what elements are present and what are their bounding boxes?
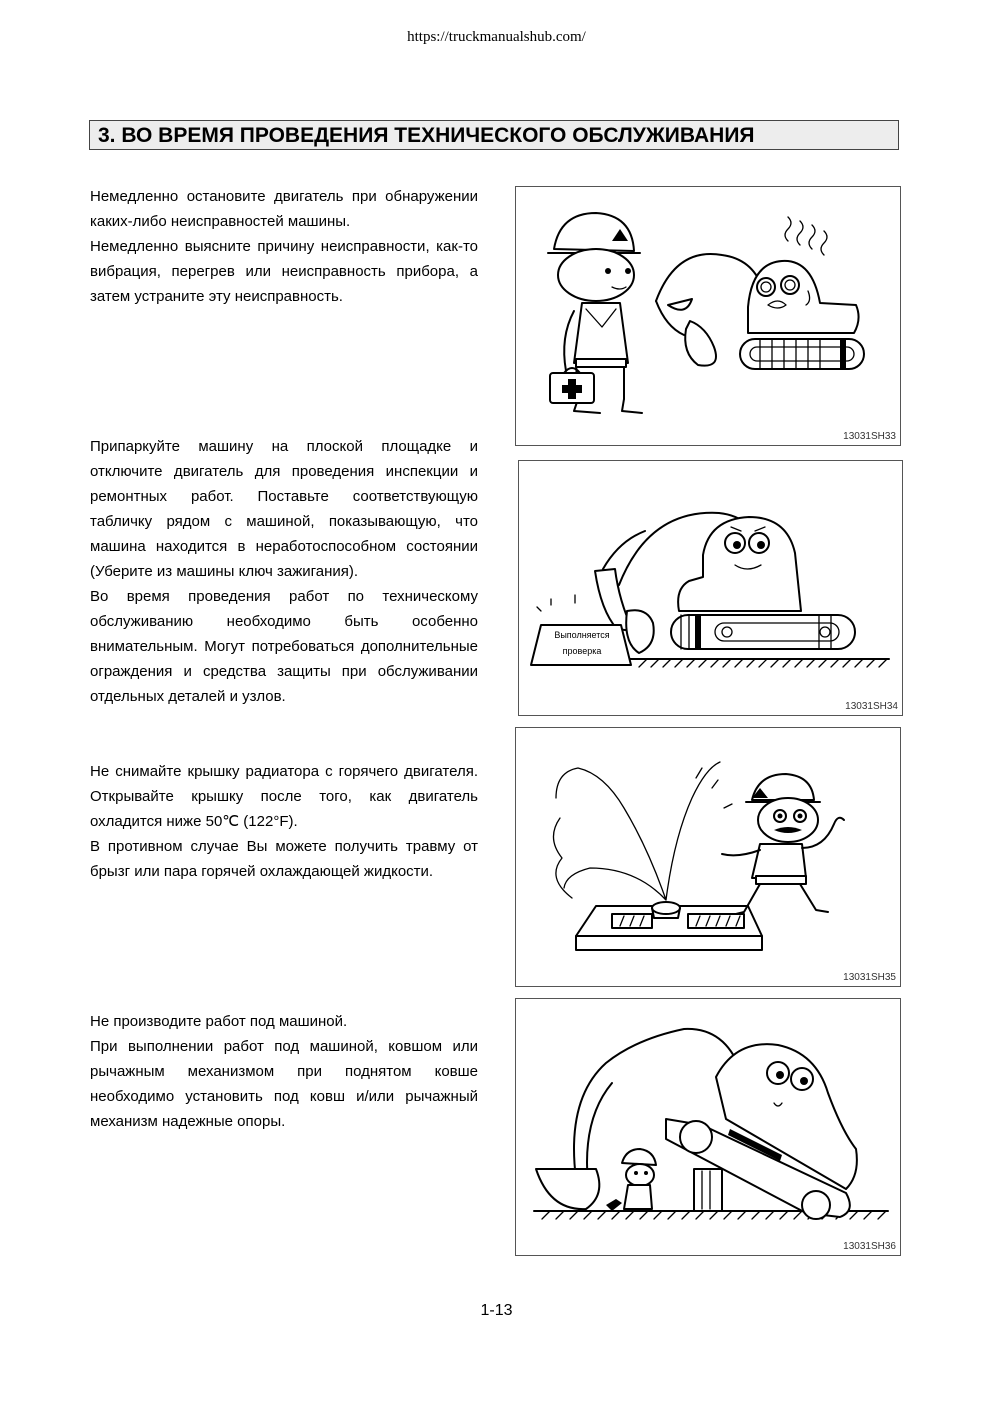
paragraph: Немедленно остановите двигатель при обнаружении каких-либо неисправностей машины. — [90, 188, 478, 230]
paragraph: Припаркуйте машину на плоской площадке и отключите двигатель для проведения инспекции и ремонтных работ. Поставьте соответствующую табличку рядом с машиной, показывающую, что машина находится в неработоспособном состоянии (Уберите из машины ключ зажигания). — [90, 438, 478, 580]
text-block-under-machine — [90, 1009, 478, 1134]
sign-line-1: Выполняется — [554, 630, 610, 640]
text-block-engine-stop — [90, 184, 478, 309]
figure-parked-machine-illustration — [518, 460, 903, 716]
sign-line-2: проверка — [562, 646, 602, 656]
page-number: 1-13 — [480, 1302, 513, 1319]
inspection-sign — [539, 627, 625, 659]
figure-radiator-steam-illustration — [515, 727, 901, 987]
paragraph: Не снимайте крышку радиатора с горячего двигателя. Открывайте крышку после того, как двигатель охладится ниже 50℃ (122°F). — [90, 763, 478, 830]
section-title: 3. ВО ВРЕМЯ ПРОВЕДЕНИЯ ТЕХНИЧЕСКОГО ОБСЛУЖИВАНИЯ — [89, 120, 899, 150]
figure-code: 13031SH34 — [845, 701, 898, 712]
figure-code: 13031SH35 — [843, 972, 896, 983]
worker-under-raised-excavator-illustration — [516, 999, 902, 1257]
figure-code: 13031SH36 — [843, 1241, 896, 1252]
figure-under-machine-illustration — [515, 998, 901, 1256]
worker-and-sick-excavator-illustration — [516, 187, 902, 447]
radiator-spray-illustration — [516, 728, 902, 988]
paragraph: В противном случае Вы можете получить травму от брызг или пара горячей охлаждающей жидкости. — [90, 838, 478, 880]
source-url[interactable]: https://truckmanualshub.com/ — [407, 29, 586, 45]
paragraph: Немедленно выясните причину неисправности, как-то вибрация, перегрев или неисправность прибора, а затем устраните эту неисправность. — [90, 238, 478, 305]
parked-excavator-with-sign-illustration — [519, 461, 904, 717]
figure-code: 13031SH33 — [843, 431, 896, 442]
paragraph: Во время проведения работ по техническому обслуживанию необходимо быть особенно внимательным. Могут потребоваться дополнительные ограждения и средства защиты при обслуживании отдельных деталей и узлов. — [90, 588, 478, 705]
figure-malfunction-illustration — [515, 186, 901, 446]
paragraph: Не производите работ под машиной. — [90, 1013, 348, 1030]
text-block-radiator-cap — [90, 759, 478, 884]
paragraph: При выполнении работ под машиной, ковшом или рычажным механизмом при поднятом ковше необходимо установить под ковш и/или рычажный механизм надежные опоры. — [90, 1038, 478, 1130]
text-block-parking-inspection — [90, 434, 478, 709]
